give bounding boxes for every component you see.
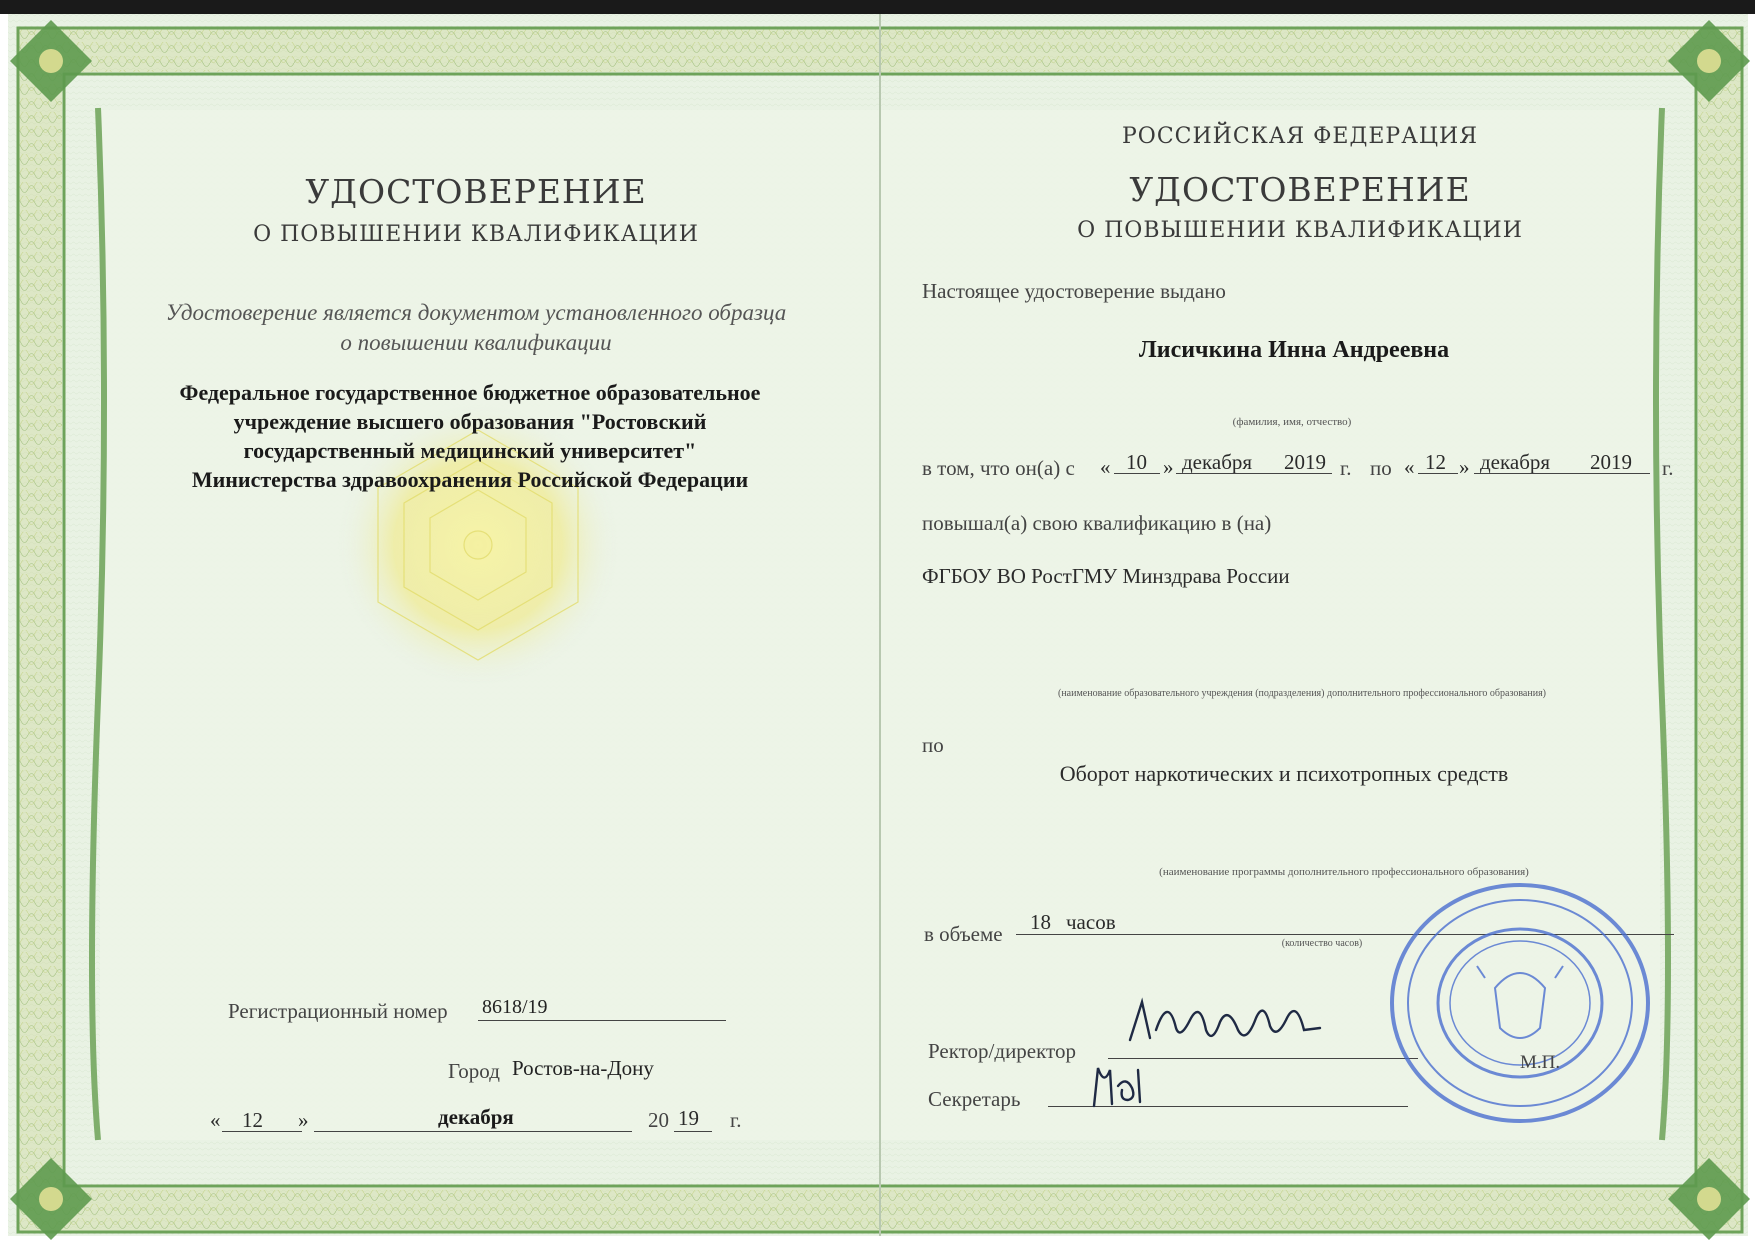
issue-year-suffix: 19 (678, 1106, 699, 1130)
period-from-open-quote: « (1100, 455, 1111, 479)
period-to-underline (1474, 473, 1650, 474)
period-prefix: в том, что он(а) с (922, 456, 1075, 480)
period-to-month: декабря (1480, 450, 1551, 474)
reg-number-label: Регистрационный номер (228, 999, 448, 1023)
institution-caption: (наименование образовательного учреждения (подразделения) дополнительного профессионального образования) (1057, 688, 1547, 699)
issue-year-underline (674, 1131, 712, 1132)
issue-month-underline (314, 1131, 632, 1132)
official-seal (1385, 878, 1655, 1128)
issue-year-prefix: 20 (648, 1108, 669, 1132)
date-open-quote: « (210, 1108, 221, 1132)
issue-day: 12 (242, 1108, 263, 1132)
org-line-3: государственный медицинский университет" (243, 438, 697, 463)
period-from-year: 2019 (1284, 450, 1326, 474)
left-subtitle: О ПОВЫШЕНИИ КВАЛИФИКАЦИИ (253, 222, 699, 247)
period-to-day: 12 (1425, 450, 1446, 474)
period-from-underline (1176, 473, 1332, 474)
city-label: Город (448, 1059, 500, 1083)
qualified-label: повышал(а) свою квалификацию в (на) (922, 511, 1272, 535)
period-to-open-quote: « (1404, 455, 1415, 479)
rector-label: Ректор/директор (928, 1039, 1076, 1063)
rector-signature (1120, 990, 1340, 1060)
period-from-day: 10 (1126, 450, 1147, 474)
period-from-day-underline (1114, 473, 1160, 474)
issue-day-underline (222, 1131, 302, 1132)
period-to-day-underline (1418, 473, 1458, 474)
left-note-line2: о повышении квалификации (340, 330, 612, 355)
holder-caption: (фамилия, имя, отчество) (1232, 416, 1352, 428)
org-line-2: учреждение высшего образования "Ростовский (233, 409, 707, 434)
period-to-close-quote: » (1459, 455, 1470, 479)
volume-label: в объеме (924, 922, 1003, 946)
program-label: по (922, 733, 944, 757)
program-name: Оборот наркотических и психотропных средств (1059, 761, 1509, 786)
org-line-4: Министерства здравоохранения Российской Федерации (191, 467, 749, 492)
period-from-close-quote: » (1163, 455, 1174, 479)
secretary-signature (1084, 1056, 1154, 1116)
period-from-month: декабря (1182, 450, 1253, 474)
city-value: Ростов-на-Дону (512, 1056, 654, 1080)
period-to-year-unit: г. (1662, 456, 1674, 480)
right-subtitle: О ПОВЫШЕНИИ КВАЛИФИКАЦИИ (1077, 218, 1523, 243)
reg-number-value: 8618/19 (482, 996, 548, 1018)
issue-month: декабря (438, 1105, 514, 1129)
program-caption: (наименование программы дополнительного профессионального образования) (1159, 866, 1529, 878)
date-close-quote: » (298, 1108, 309, 1132)
period-from-year-unit: г. (1340, 456, 1352, 480)
issue-year-unit: г. (730, 1108, 742, 1132)
institution-name: ФГБОУ ВО РостГМУ Минздрава России (922, 564, 1290, 588)
period-to-label: по (1370, 456, 1392, 480)
volume-value: 18 (1030, 910, 1051, 934)
volume-unit: часов (1066, 910, 1116, 934)
secretary-label: Секретарь (928, 1087, 1021, 1111)
holder-name: Лисичкина Инна Андреевна (1138, 337, 1450, 363)
volume-caption: (количество часов) (1281, 938, 1363, 949)
country-name: РОССИЙСКАЯ ФЕДЕРАЦИЯ (1121, 124, 1479, 149)
right-title: УДОСТОВЕРЕНИЕ (1129, 170, 1471, 209)
reg-number-underline (478, 1020, 726, 1021)
left-note-line1: Удостоверение является документом установленного образца (165, 300, 787, 325)
org-line-1: Федеральное государственное бюджетное образовательное (179, 380, 761, 405)
period-to-year: 2019 (1590, 450, 1632, 474)
issued-label: Настоящее удостоверение выдано (922, 279, 1226, 303)
left-title: УДОСТОВЕРЕНИЕ (305, 172, 647, 211)
stamp-mark: М.П. (1520, 1052, 1561, 1073)
